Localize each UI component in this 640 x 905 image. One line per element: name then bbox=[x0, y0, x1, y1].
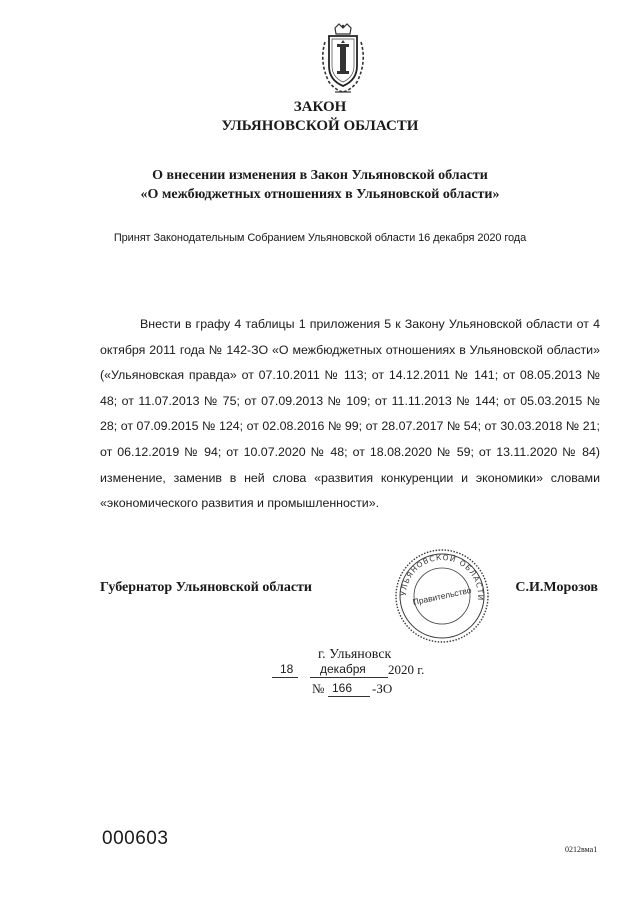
law-body-paragraph: Внести в графу 4 таблицы 1 приложения 5 к Закону Ульяновской области от 4 октября 2011 года № 142-ЗО «О межбюджетных отношениях в Ульяновской области» («Ульяновская правда» от 07.10.2011 № 113; от 14.12.2011 № 141; от 08.05.2013 № 48; от 11.07.2013 № 75; от 07.09.2013 № 109; от 11.11.2013 № 144; от 05.03.2015 № 28; от 07.09.2015 № 124; от 02.08.2016 № 99; от 28.07.2017 № 54; от 30.03.2018 № 21; от 06.12.2019 № 94; от 10.07.2020 № 48; от 18.08.2020 № 59; от 13.11.2020 № 84) изменение, заменив в ней слова «развития конкуренции и экономики» словами «экономического развития и промышленности». bbox=[100, 317, 600, 511]
coat-of-arms-emblem bbox=[315, 22, 371, 96]
law-number bbox=[312, 681, 402, 699]
subject-line-1: О внесении изменения в Закон Ульяновской области bbox=[152, 168, 488, 183]
document-serial-number: 000603 bbox=[102, 828, 169, 849]
region-heading: УЛЬЯНОВСКОЙ ОБЛАСТИ bbox=[221, 118, 419, 134]
signatory-name: С.И.Морозов bbox=[515, 580, 598, 595]
law-title bbox=[0, 98, 640, 136]
number-sign: № bbox=[312, 681, 325, 696]
official-stamp bbox=[393, 547, 491, 645]
stamp-center-text: Правительство bbox=[411, 584, 473, 608]
law-number-suffix: -ЗО bbox=[372, 681, 393, 696]
law-number-value: 166 bbox=[332, 681, 353, 695]
adoption-statement: Принят Законодательным Собранием Ульяновской области 16 декабря 2020 года bbox=[113, 232, 527, 244]
date-day: 18 bbox=[280, 662, 294, 676]
signatory-position: Губернатор Ульяновской области bbox=[100, 580, 312, 595]
document-code: 0212вма1 bbox=[565, 845, 598, 854]
signing-date bbox=[272, 662, 442, 680]
place-of-signing: г. Ульяновск bbox=[318, 647, 392, 662]
law-heading: ЗАКОН bbox=[293, 99, 347, 115]
law-subject bbox=[0, 166, 640, 204]
subject-line-2: «О межбюджетных отношениях в Ульяновской области» bbox=[140, 187, 500, 202]
date-month: декабря bbox=[320, 662, 366, 676]
date-year: 2020 г. bbox=[388, 662, 425, 677]
stamp-ring-text: УЛЬЯНОВСКОЙ ОБЛАСТИ bbox=[398, 552, 486, 602]
